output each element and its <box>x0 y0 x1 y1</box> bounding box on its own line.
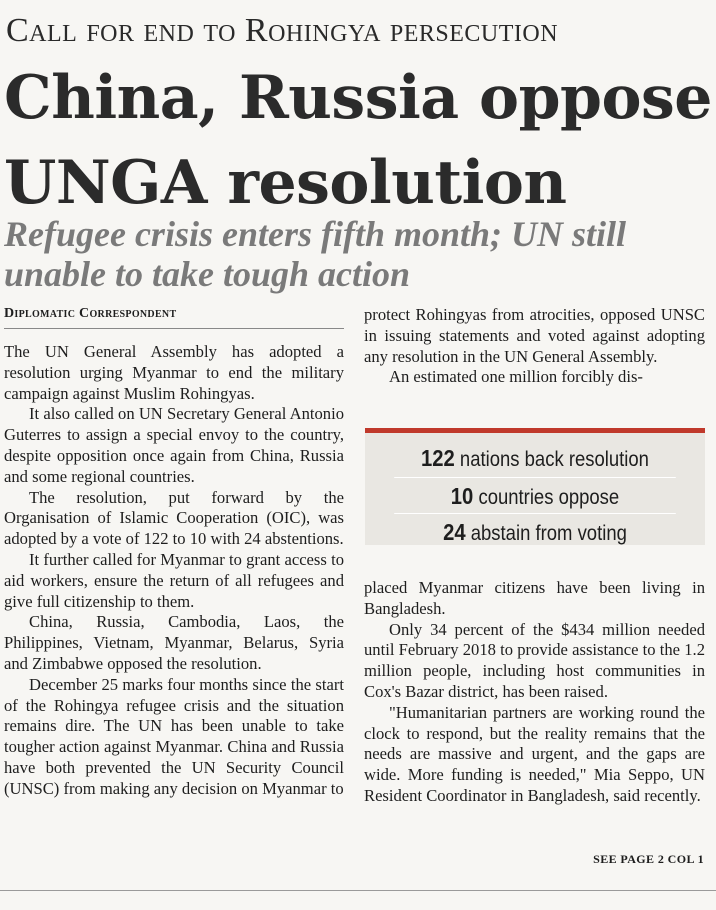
fact-number: 10 <box>450 483 474 509</box>
paragraph: It further called for Myanmar to grant access to aid workers, ensure the return of all refugees and give full citizenship to them. <box>4 549 344 611</box>
fact-text: countries oppose <box>473 486 620 509</box>
paragraph: It also called on UN Secretary General Antonio Guterres to assign a special envoy to the country, despite opposition once again from China, Russia and some regional countries. <box>4 404 344 486</box>
fact-text: nations back resolution <box>454 448 649 471</box>
fact-row-abstaining <box>394 513 676 550</box>
headline: China, Russia oppose UNGA resolution <box>4 63 712 218</box>
fact-row-opposing <box>394 477 676 514</box>
fact-row-backing <box>394 440 676 476</box>
paragraph: An estimated one million forcibly dis- <box>389 367 643 387</box>
fact-number: 24 <box>443 519 466 545</box>
fact-number: 122 <box>421 445 455 471</box>
paragraph: December 25 marks four months since the start of the Rohingya refugee crisis and the situation remains dire. The UN has been unable to take tougher action against Myanmar. China and Russia have both prevented the UN Security Council (UNSC) from making any decision on Myanmar to <box>4 674 344 798</box>
kicker: Call for end to Rohingya persecution <box>6 12 559 49</box>
paragraph: China, Russia, Cambodia, Laos, the Philippines, Vietnam, Myanmar, Belarus, Syria and Zimbabwe opposed the resolution. <box>4 612 344 673</box>
divider <box>0 890 716 891</box>
fact-text: abstain from voting <box>465 522 627 545</box>
paragraph: protect Rohingyas from atrocities, opposed UNSC in issuing statements and voted against adopting any resolution in the UN General Assembly. <box>364 305 705 366</box>
column-2-top <box>364 305 705 388</box>
paragraph: placed Myanmar citizens have been living in Bangladesh. <box>364 578 705 618</box>
fact-box <box>365 428 705 545</box>
paragraph: "Humanitarian partners are working round the clock to respond, but the reality remains that the needs are massive and urgent, and the gaps are wide. More funding is needed," Mia Seppo, UN Resident Coordinator in Bangladesh, said recently. <box>364 702 705 805</box>
column-1 <box>4 342 344 800</box>
subhead: Refugee crisis enters fifth month; UN still unable to take tough action <box>4 214 627 294</box>
paragraph: The resolution, put forward by the Organisation of Islamic Cooperation (OIC), was adopted by a vote of 122 to 10 with 24 abstentions. <box>4 487 344 549</box>
paragraph: Only 34 percent of the $434 million needed until February 2018 to provide assistance to the 1.2 million people, including host communities in Cox's Bazar district, has been raised. <box>364 619 705 701</box>
byline: Diplomatic Correspondent <box>4 306 344 329</box>
continuation-note: SEE PAGE 2 COL 1 <box>593 852 704 866</box>
column-2-bottom <box>364 578 705 807</box>
paragraph: The UN General Assembly has adopted a resolution urging Myanmar to end the military campaign against Muslim Rohingyas. <box>4 342 344 403</box>
